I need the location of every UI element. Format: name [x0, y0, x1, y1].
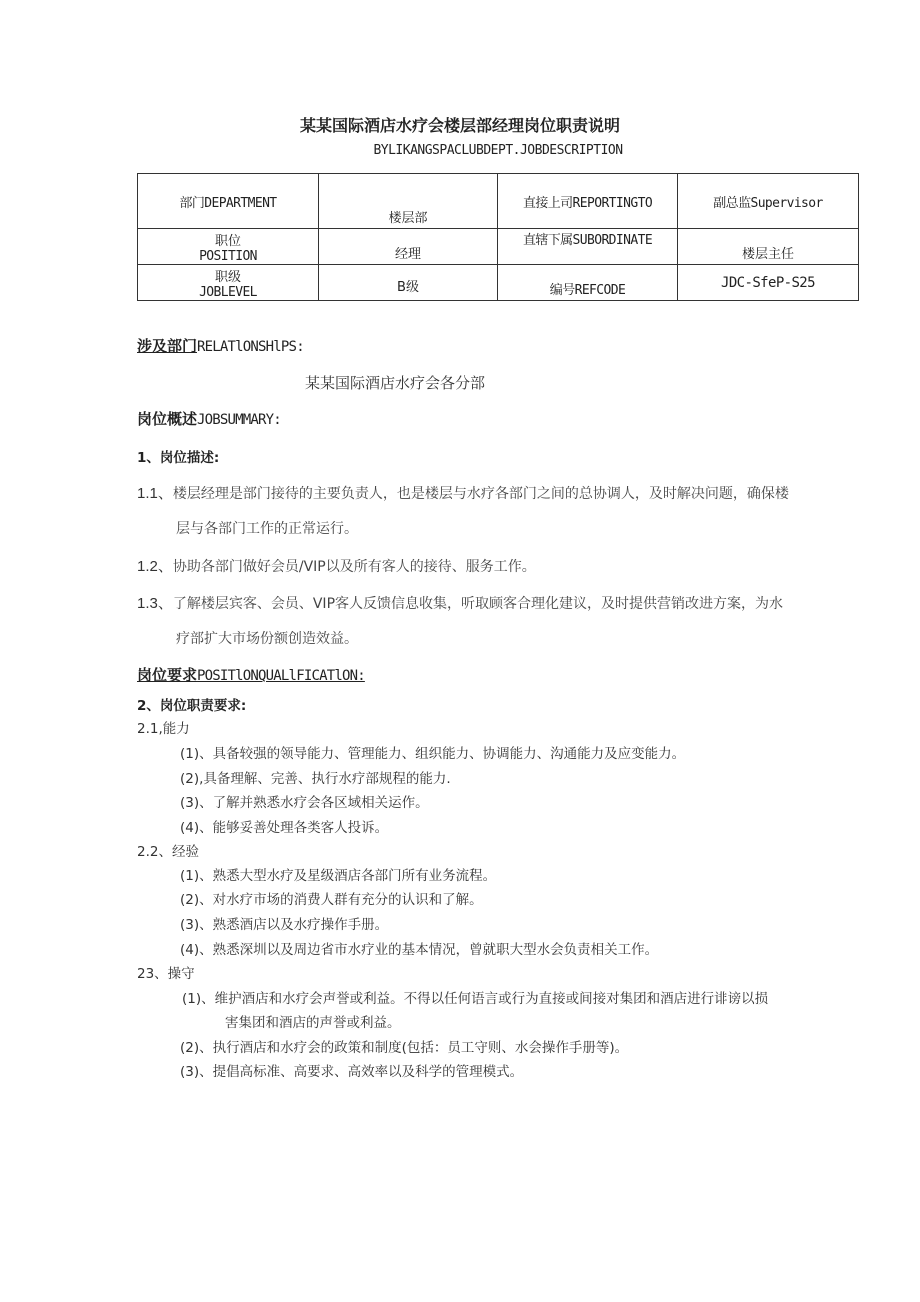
summary-heading-cn: 岗位概述	[137, 410, 198, 428]
list-item: (2),具备理解、完善、执行水疗部规程的能力.	[180, 771, 451, 787]
subordinate-label: 直辖下属SUBORDINATE	[498, 229, 678, 265]
relationships-heading	[137, 335, 304, 356]
summary-item-1-3	[137, 592, 783, 613]
qualification-subheading: 2、岗位职责要求:	[137, 698, 247, 714]
summary-item-1-3-cont: 疗部扩大市场份额创造效益。	[176, 631, 358, 647]
summary-heading	[137, 408, 281, 429]
list-item: (2)、执行酒店和水疗会的政策和制度(包括：员工守则、水会操作手册等)。	[180, 1040, 629, 1056]
list-item: (3)、熟悉酒店以及水疗操作手册。	[180, 917, 389, 933]
job-info-table	[137, 173, 859, 301]
relationships-heading-cn: 涉及部门	[137, 337, 198, 355]
report-label: 直接上司REPORTINGTO	[498, 174, 678, 229]
position-label-en: POSITION	[199, 248, 257, 264]
relationships-value: 某某国际酒店水疗会各分部	[305, 374, 486, 392]
table-row	[138, 265, 859, 301]
list-item: (4)、熟悉深圳以及周边省市水疗业的基本情况，曾就职大型水会负责相关工作。	[180, 942, 659, 958]
list-item: (3)、提倡高标准、高要求、高效率以及科学的管理模式。	[180, 1064, 524, 1080]
report-value: 副总监Supervisor	[678, 174, 859, 229]
list-item: (4)、能够妥善处理各类客人投诉。	[180, 820, 389, 836]
list-item: (1)、具备较强的领导能力、管理能力、组织能力、协调能力、沟通能力及应变能力。	[180, 746, 686, 762]
table-row	[138, 229, 859, 265]
level-value: B级	[319, 265, 498, 301]
qualification-heading-cn: 岗位要求	[137, 666, 198, 684]
qualification-heading	[137, 664, 365, 685]
group-conduct-title: 23、操守	[137, 966, 195, 982]
group-experience-title: 2.2、经验	[137, 844, 199, 860]
refcode-value: JDC-SfeP-S25	[678, 265, 859, 301]
summary-subheading: 1、岗位描述:	[137, 450, 220, 466]
table-row	[138, 174, 859, 229]
subordinate-value: 楼层主任	[678, 229, 859, 265]
group-ability-title: 2.1,能力	[137, 721, 190, 737]
document-subtitle: BYLIKANGSPACLUBDEPT.JOBDESCRIPTION	[373, 143, 623, 158]
position-value: 经理	[319, 229, 498, 265]
position-label	[138, 229, 319, 265]
item-number: 1.1、	[137, 485, 173, 502]
item-text: 协助各部门做好会员/VIP以及所有客人的接待、服务工作。	[172, 559, 536, 575]
item-number: 1.3、	[137, 595, 173, 612]
list-item: (1)、维护酒店和水疗会声誉或利益。不得以任何语言或行为直接或间接对集团和酒店进行诽谤以损	[182, 991, 769, 1007]
level-label-cn: 职级	[214, 269, 241, 285]
item-text: 楼层经理是部门接待的主要负责人，也是楼层与水疗各部门之间的总协调人，及时解决问题，确保楼	[172, 486, 789, 502]
list-item: 害集团和酒店的声誉或利益。	[225, 1015, 401, 1031]
summary-item-1-1	[137, 482, 789, 503]
position-label-cn: 职位	[214, 233, 241, 249]
summary-item-1-1-cont: 层与各部门工作的正常运行。	[176, 521, 358, 537]
dept-label: 部门DEPARTMENT	[138, 174, 319, 229]
list-item: (1)、熟悉大型水疗及星级酒店各部门所有业务流程。	[180, 868, 497, 884]
summary-item-1-2	[137, 555, 536, 576]
document-title: 某某国际酒店水疗会楼层部经理岗位职责说明	[299, 116, 620, 135]
list-item: (3)、了解并熟悉水疗会各区域相关运作。	[180, 795, 429, 811]
level-label	[138, 265, 319, 301]
qualification-heading-en: POSITlONQUALlFICATlON:	[197, 668, 365, 684]
list-item: (2)、对水疗市场的消费人群有充分的认识和了解。	[180, 892, 483, 908]
level-label-en: JOBLEVEL	[199, 284, 257, 300]
refcode-label: 编号REFCODE	[498, 265, 678, 301]
item-text: 了解楼层宾客、会员、VIP客人反馈信息收集，听取顾客合理化建议，及时提供营销改进方案，为水	[172, 596, 784, 612]
item-number: 1.2、	[137, 558, 173, 575]
summary-heading-en: JOBSUMMARY:	[197, 412, 281, 428]
relationships-heading-en: RELATlONSHlPS:	[197, 339, 304, 355]
dept-value: 楼层部	[319, 174, 498, 229]
